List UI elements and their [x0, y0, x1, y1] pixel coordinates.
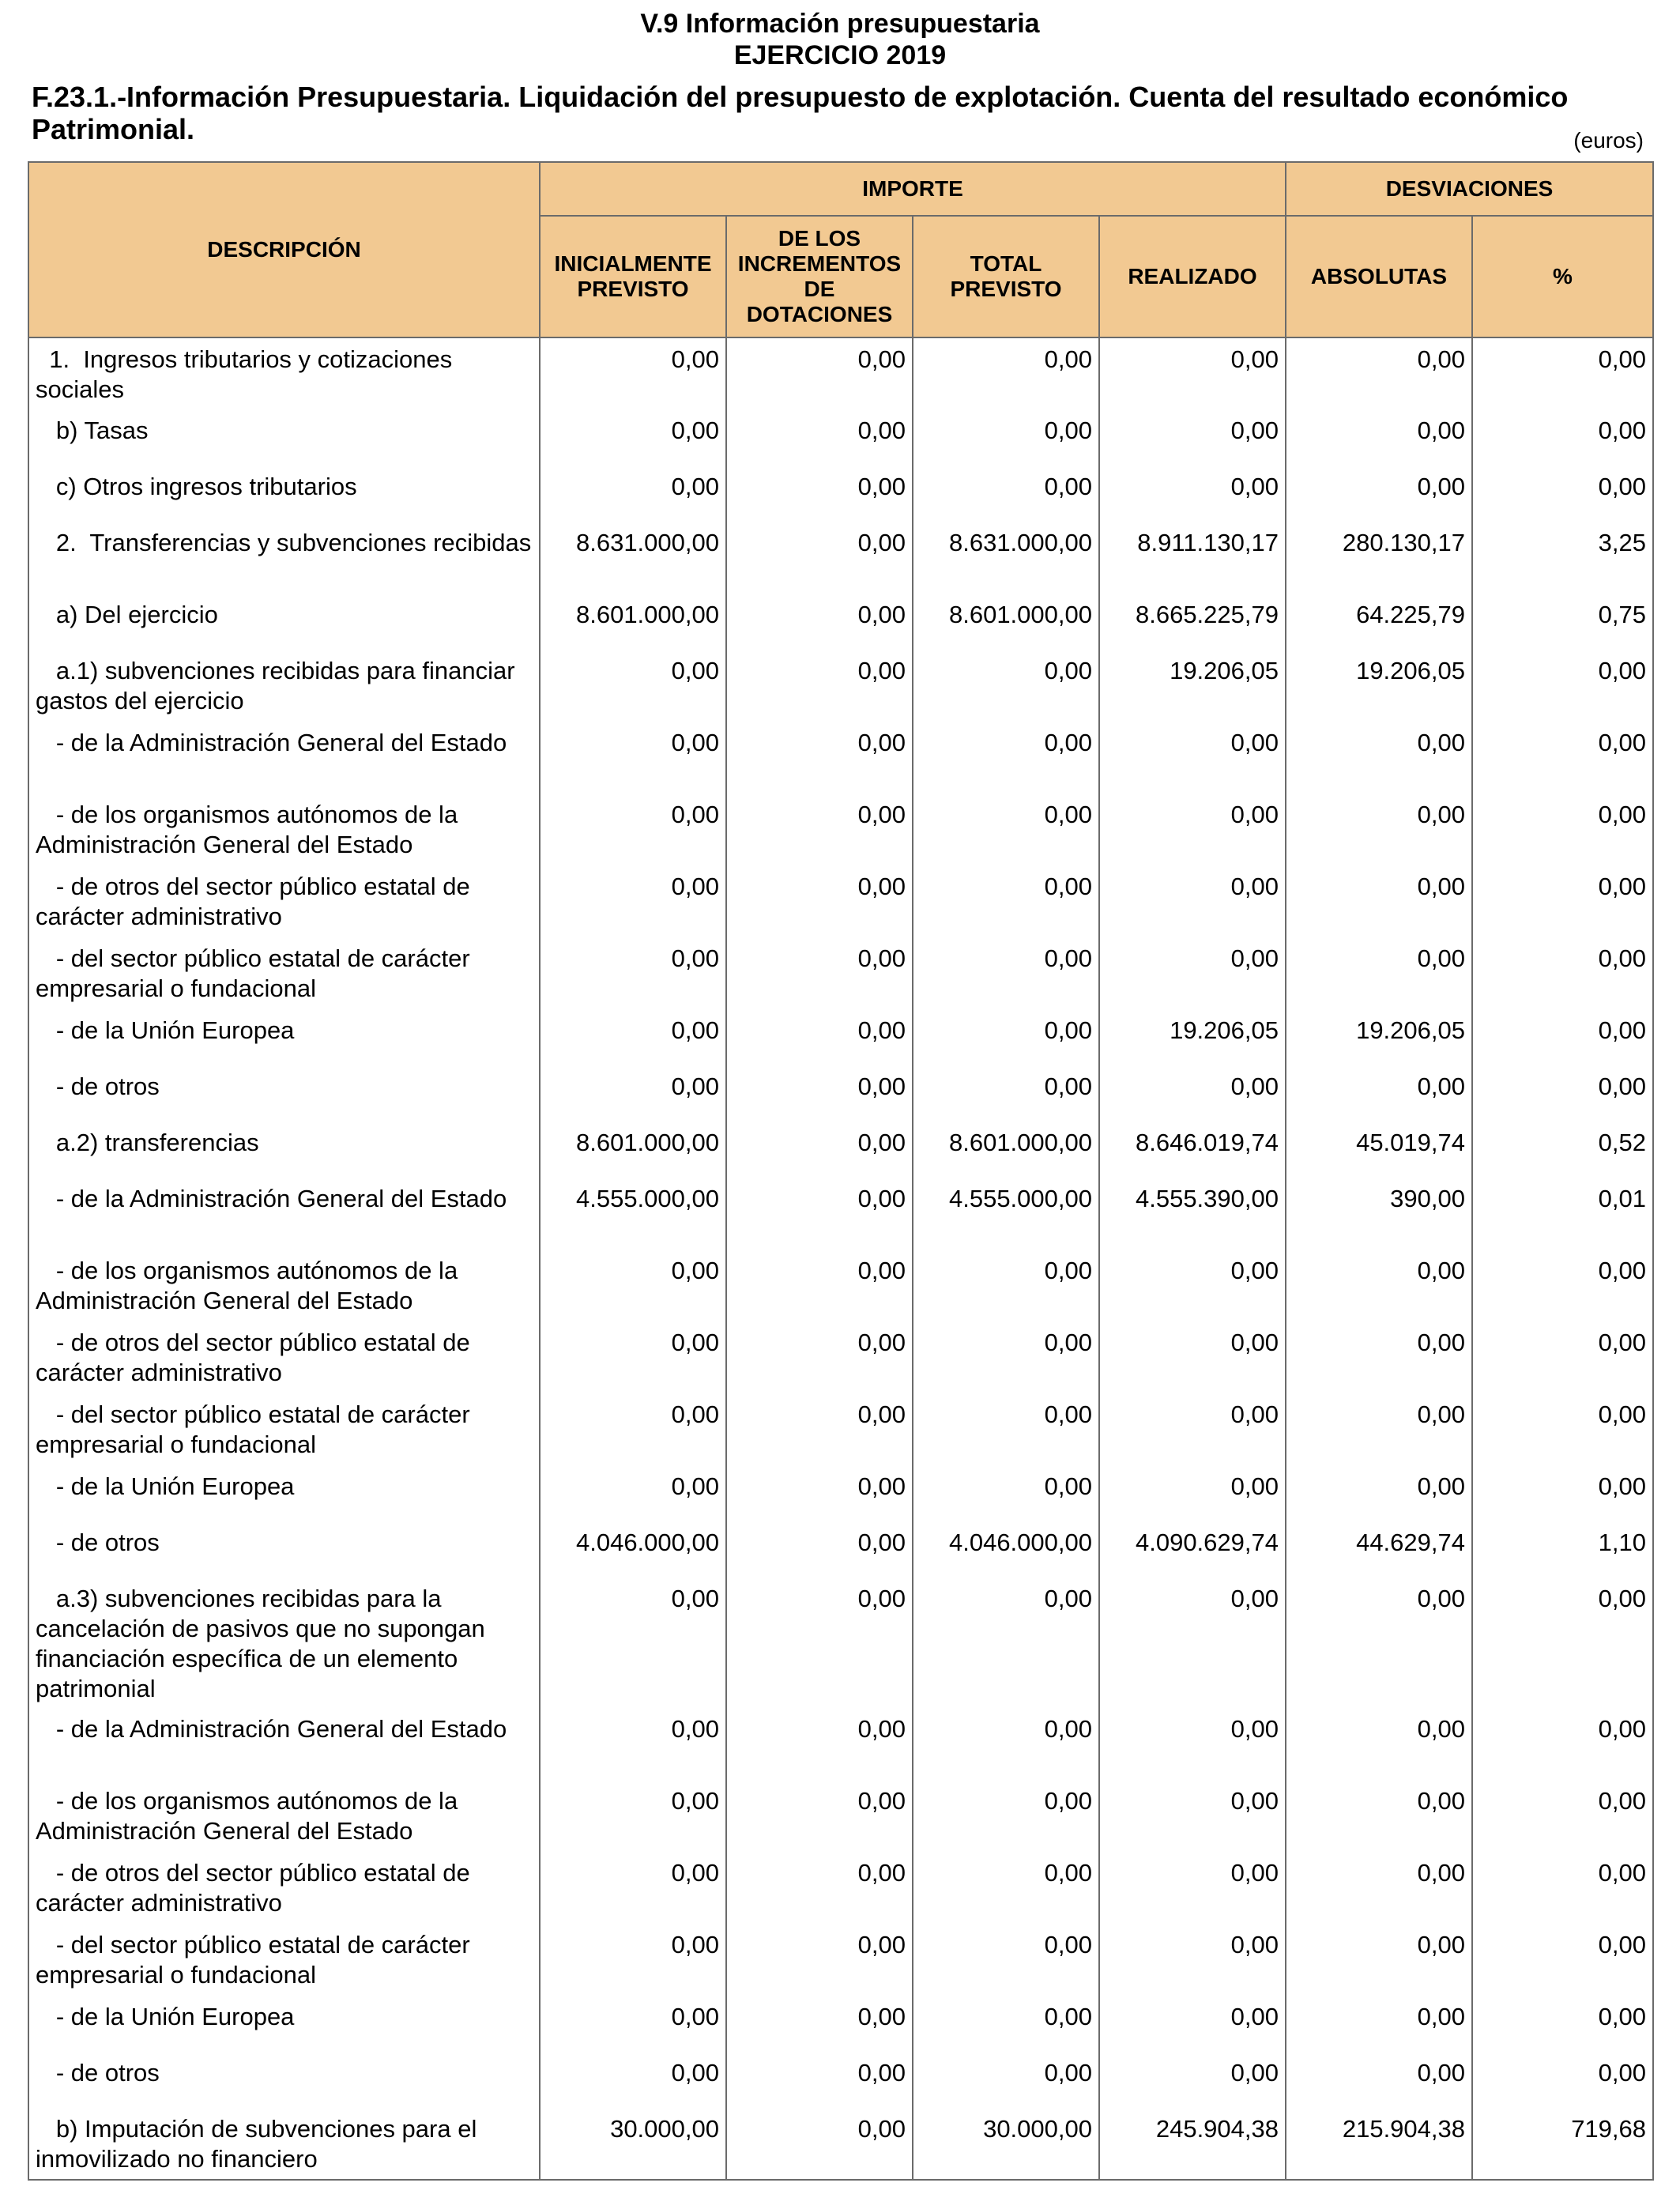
budget-table	[28, 161, 1654, 2181]
row-value: 0,00	[1099, 865, 1286, 937]
col-total-previsto: TOTAL PREVISTO	[913, 216, 1099, 337]
row-value: 8.601.000,00	[913, 1122, 1099, 1178]
row-value: 0,00	[726, 1578, 913, 1708]
row-value: 0,00	[1099, 1780, 1286, 1852]
row-label: - de otros	[28, 2052, 540, 2108]
row-value: 0,00	[540, 2052, 726, 2108]
row-value: 0,00	[913, 937, 1099, 1009]
row-value: 0,00	[1472, 1250, 1653, 1321]
row-label: - de otros del sector público estatal de carácter administrativo	[28, 865, 540, 937]
row-value: 0,00	[540, 337, 726, 409]
row-value: 0,00	[540, 1996, 726, 2052]
row-value: 0,00	[1286, 409, 1472, 466]
row-label: b) Imputación de subvenciones para el inmovilizado no financiero	[28, 2108, 540, 2180]
row-value: 0,00	[1286, 1065, 1472, 1122]
row-value: 0,00	[726, 865, 913, 937]
row-value: 0,00	[540, 466, 726, 522]
row-value: 30.000,00	[540, 2108, 726, 2180]
row-label: - de la Administración General del Estado	[28, 722, 540, 794]
row-value: 0,00	[540, 650, 726, 722]
row-value: 0,00	[1472, 1708, 1653, 1780]
row-value: 0,00	[1099, 794, 1286, 865]
row-label: - del sector público estatal de carácter empresarial o fundacional	[28, 1924, 540, 1996]
header-importe: IMPORTE	[540, 162, 1286, 216]
row-value: 8.601.000,00	[913, 594, 1099, 650]
row-value: 0,00	[913, 466, 1099, 522]
row-value: 0,00	[540, 1009, 726, 1065]
row-value: 4.555.000,00	[913, 1178, 1099, 1250]
row-value: 0,00	[1472, 409, 1653, 466]
row-value: 0,00	[726, 1924, 913, 1996]
row-value: 0,00	[1286, 2052, 1472, 2108]
table-row	[28, 2108, 1653, 2180]
row-value: 0,00	[1099, 1465, 1286, 1521]
row-value: 0,00	[540, 1708, 726, 1780]
row-value: 0,00	[726, 1250, 913, 1321]
row-value: 0,00	[726, 337, 913, 409]
row-value: 0,00	[726, 1852, 913, 1924]
table-row	[28, 1852, 1653, 1924]
row-value: 0,00	[1099, 1996, 1286, 2052]
row-value: 0,00	[1099, 2052, 1286, 2108]
row-value: 4.555.000,00	[540, 1178, 726, 1250]
row-value: 0,00	[540, 865, 726, 937]
row-label: - de otros	[28, 1521, 540, 1578]
row-value: 0,00	[1472, 1996, 1653, 2052]
row-value: 8.631.000,00	[913, 522, 1099, 594]
row-value: 390,00	[1286, 1178, 1472, 1250]
table-row	[28, 1780, 1653, 1852]
row-value: 0,00	[726, 409, 913, 466]
row-value: 8.646.019,74	[1099, 1122, 1286, 1178]
row-value: 1,10	[1472, 1521, 1653, 1578]
row-label: b) Tasas	[28, 409, 540, 466]
row-value: 0,00	[913, 2052, 1099, 2108]
row-value: 0,00	[1099, 1852, 1286, 1924]
row-value: 0,00	[913, 1780, 1099, 1852]
row-value: 0,00	[726, 1393, 913, 1465]
row-value: 0,00	[726, 466, 913, 522]
row-value: 0,00	[726, 522, 913, 594]
table-row	[28, 1465, 1653, 1521]
row-value: 0,00	[913, 1393, 1099, 1465]
row-value: 0,00	[726, 1178, 913, 1250]
header-descripcion: DESCRIPCIÓN	[28, 162, 540, 337]
row-value: 0,00	[726, 1708, 913, 1780]
row-value: 0,01	[1472, 1178, 1653, 1250]
row-value: 0,00	[1472, 1852, 1653, 1924]
row-value: 19.206,05	[1286, 1009, 1472, 1065]
row-label: - de la Unión Europea	[28, 1996, 540, 2052]
row-label: a) Del ejercicio	[28, 594, 540, 650]
row-value: 245.904,38	[1099, 2108, 1286, 2180]
row-label: - del sector público estatal de carácter empresarial o fundacional	[28, 1393, 540, 1465]
table-row	[28, 650, 1653, 722]
row-value: 0,00	[1286, 937, 1472, 1009]
row-value: 0,00	[1472, 337, 1653, 409]
table-row	[28, 1122, 1653, 1178]
row-value: 0,00	[726, 1065, 913, 1122]
row-label: - de los organismos autónomos de la Administración General del Estado	[28, 794, 540, 865]
row-value: 64.225,79	[1286, 594, 1472, 650]
table-row	[28, 1065, 1653, 1122]
row-value: 0,00	[1099, 722, 1286, 794]
row-value: 0,00	[1472, 1321, 1653, 1393]
fiscal-year-title: EJERCICIO 2019	[733, 40, 947, 70]
table-row	[28, 865, 1653, 937]
col-inicialmente-previsto: INICIALMENTE PREVISTO	[540, 216, 726, 337]
row-value: 8.631.000,00	[540, 522, 726, 594]
table-row	[28, 937, 1653, 1009]
row-value: 0,00	[1472, 937, 1653, 1009]
row-value: 0,00	[540, 937, 726, 1009]
row-value: 0,00	[726, 2052, 913, 2108]
row-value: 0,00	[540, 1065, 726, 1122]
row-value: 0,00	[913, 1924, 1099, 1996]
table-row	[28, 1924, 1653, 1996]
row-value: 0,00	[913, 1250, 1099, 1321]
row-value: 0,00	[1286, 794, 1472, 865]
row-value: 8.601.000,00	[540, 1122, 726, 1178]
row-value: 0,00	[1472, 1465, 1653, 1521]
row-value: 3,25	[1472, 522, 1653, 594]
row-value: 0,00	[726, 1465, 913, 1521]
table-row	[28, 794, 1653, 865]
row-value: 0,00	[1099, 1321, 1286, 1393]
row-value: 0,00	[540, 794, 726, 865]
row-value: 4.555.390,00	[1099, 1178, 1286, 1250]
table-row	[28, 409, 1653, 466]
row-label: - de la Administración General del Estado	[28, 1178, 540, 1250]
row-value: 0,00	[1472, 865, 1653, 937]
row-value: 0,00	[1472, 722, 1653, 794]
row-value: 0,00	[1286, 1393, 1472, 1465]
table-row	[28, 1578, 1653, 1708]
row-value: 0,00	[1099, 409, 1286, 466]
row-value: 0,00	[913, 337, 1099, 409]
table-row	[28, 1178, 1653, 1250]
row-value: 0,00	[540, 1393, 726, 1465]
row-value: 0,00	[913, 1465, 1099, 1521]
section-title: V.9 Información presupuestaria	[640, 9, 1040, 39]
row-value: 0,00	[913, 865, 1099, 937]
row-value: 0,00	[1099, 937, 1286, 1009]
row-value: 0,00	[726, 1521, 913, 1578]
table-row	[28, 1250, 1653, 1321]
row-value: 0,00	[913, 794, 1099, 865]
units-label: (euros)	[1573, 128, 1644, 153]
table-row	[28, 2052, 1653, 2108]
row-value: 0,00	[1472, 1065, 1653, 1122]
row-value: 0,00	[726, 1996, 913, 2052]
row-value: 0,00	[1099, 1924, 1286, 1996]
row-value: 0,00	[726, 650, 913, 722]
row-value: 0,00	[1099, 1393, 1286, 1465]
row-label: c) Otros ingresos tributarios	[28, 466, 540, 522]
report-subtitle: F.23.1.-Información Presupuestaria. Liquidación del presupuesto de explotación. Cuenta del resultado económico Patrimonial.	[32, 81, 1569, 145]
row-value: 0,00	[1099, 1065, 1286, 1122]
row-value: 215.904,38	[1286, 2108, 1472, 2180]
row-value: 719,68	[1472, 2108, 1653, 2180]
row-value: 8.665.225,79	[1099, 594, 1286, 650]
row-label: - de otros	[28, 1065, 540, 1122]
row-value: 0,00	[726, 722, 913, 794]
header-desviaciones: DESVIACIONES	[1286, 162, 1653, 216]
row-value: 0,75	[1472, 594, 1653, 650]
row-value: 0,00	[540, 1780, 726, 1852]
row-value: 0,00	[540, 409, 726, 466]
row-value: 0,00	[1472, 650, 1653, 722]
row-value: 8.911.130,17	[1099, 522, 1286, 594]
row-label: - de otros del sector público estatal de carácter administrativo	[28, 1852, 540, 1924]
row-label: - de los organismos autónomos de la Administración General del Estado	[28, 1780, 540, 1852]
row-value: 4.090.629,74	[1099, 1521, 1286, 1578]
row-label: a.1) subvenciones recibidas para financiar gastos del ejercicio	[28, 650, 540, 722]
row-value: 0,00	[1286, 1321, 1472, 1393]
row-value: 0,00	[1286, 1924, 1472, 1996]
row-value: 0,00	[1472, 1393, 1653, 1465]
row-value: 0,00	[1286, 865, 1472, 937]
row-value: 0,00	[1286, 1465, 1472, 1521]
row-value: 0,00	[1286, 1708, 1472, 1780]
row-value: 19.206,05	[1099, 650, 1286, 722]
row-label: a.2) transferencias	[28, 1122, 540, 1178]
col-incrementos-dotaciones: DE LOS INCREMENTOS DE DOTACIONES	[726, 216, 913, 337]
row-label: - de los organismos autónomos de la Administración General del Estado	[28, 1250, 540, 1321]
row-value: 0,00	[726, 1009, 913, 1065]
table-row	[28, 466, 1653, 522]
row-value: 4.046.000,00	[540, 1521, 726, 1578]
row-value: 0,00	[913, 409, 1099, 466]
table-row	[28, 337, 1653, 409]
row-value: 19.206,05	[1099, 1009, 1286, 1065]
row-value: 8.601.000,00	[540, 594, 726, 650]
row-value: 0,00	[1099, 1578, 1286, 1708]
row-value: 0,00	[1472, 466, 1653, 522]
row-value: 0,00	[913, 722, 1099, 794]
row-value: 0,00	[726, 2108, 913, 2180]
table-row	[28, 1708, 1653, 1780]
table-row	[28, 594, 1653, 650]
row-value: 0,00	[1099, 337, 1286, 409]
row-value: 0,00	[540, 1465, 726, 1521]
row-value: 0,00	[726, 1780, 913, 1852]
row-value: 0,00	[913, 1321, 1099, 1393]
row-value: 44.629,74	[1286, 1521, 1472, 1578]
row-value: 19.206,05	[1286, 650, 1472, 722]
row-label: a.3) subvenciones recibidas para la cancelación de pasivos que no supongan financiación específica de un elemento patrimonial	[28, 1578, 540, 1708]
row-value: 0,00	[1099, 1250, 1286, 1321]
table-row	[28, 1521, 1653, 1578]
col-realizado: REALIZADO	[1099, 216, 1286, 337]
row-value: 30.000,00	[913, 2108, 1099, 2180]
table-row	[28, 722, 1653, 794]
row-value: 45.019,74	[1286, 1122, 1472, 1178]
row-value: 0,00	[913, 1578, 1099, 1708]
row-value: 0,52	[1472, 1122, 1653, 1178]
row-value: 0,00	[540, 1578, 726, 1708]
row-label: 1. Ingresos tributarios y cotizaciones sociales	[28, 337, 540, 409]
row-value: 0,00	[913, 1996, 1099, 2052]
row-value: 0,00	[1286, 1780, 1472, 1852]
row-value: 0,00	[1286, 1996, 1472, 2052]
row-label: - de la Unión Europea	[28, 1465, 540, 1521]
table-row	[28, 1009, 1653, 1065]
row-value: 0,00	[1472, 1924, 1653, 1996]
row-value: 0,00	[726, 1321, 913, 1393]
row-value: 0,00	[1472, 1009, 1653, 1065]
row-value: 0,00	[1099, 466, 1286, 522]
row-value: 0,00	[913, 1852, 1099, 1924]
table-row	[28, 522, 1653, 594]
row-value: 4.046.000,00	[913, 1521, 1099, 1578]
row-value: 0,00	[1286, 1578, 1472, 1708]
row-value: 0,00	[726, 1122, 913, 1178]
row-value: 0,00	[1099, 1708, 1286, 1780]
row-value: 0,00	[913, 650, 1099, 722]
table-row	[28, 1393, 1653, 1465]
row-value: 0,00	[540, 1321, 726, 1393]
table-row	[28, 1321, 1653, 1393]
row-value: 0,00	[913, 1065, 1099, 1122]
row-value: 0,00	[726, 594, 913, 650]
row-value: 0,00	[913, 1009, 1099, 1065]
row-value: 0,00	[540, 1924, 726, 1996]
row-value: 0,00	[726, 937, 913, 1009]
col-absolutas: ABSOLUTAS	[1286, 216, 1472, 337]
row-label: - del sector público estatal de carácter empresarial o fundacional	[28, 937, 540, 1009]
row-label: - de la Administración General del Estado	[28, 1708, 540, 1780]
row-label: 2. Transferencias y subvenciones recibidas	[28, 522, 540, 594]
row-value: 0,00	[1286, 337, 1472, 409]
row-value: 0,00	[1472, 794, 1653, 865]
col-porcentaje: %	[1472, 216, 1653, 337]
row-value: 0,00	[540, 1852, 726, 1924]
table-row	[28, 1996, 1653, 2052]
row-value: 0,00	[726, 794, 913, 865]
row-value: 0,00	[1286, 722, 1472, 794]
row-value: 280.130,17	[1286, 522, 1472, 594]
row-value: 0,00	[540, 1250, 726, 1321]
row-value: 0,00	[1286, 1852, 1472, 1924]
row-label: - de otros del sector público estatal de carácter administrativo	[28, 1321, 540, 1393]
row-value: 0,00	[1472, 2052, 1653, 2108]
row-value: 0,00	[540, 722, 726, 794]
row-label: - de la Unión Europea	[28, 1009, 540, 1065]
row-value: 0,00	[913, 1708, 1099, 1780]
row-value: 0,00	[1286, 466, 1472, 522]
row-value: 0,00	[1472, 1578, 1653, 1708]
row-value: 0,00	[1472, 1780, 1653, 1852]
row-value: 0,00	[1286, 1250, 1472, 1321]
